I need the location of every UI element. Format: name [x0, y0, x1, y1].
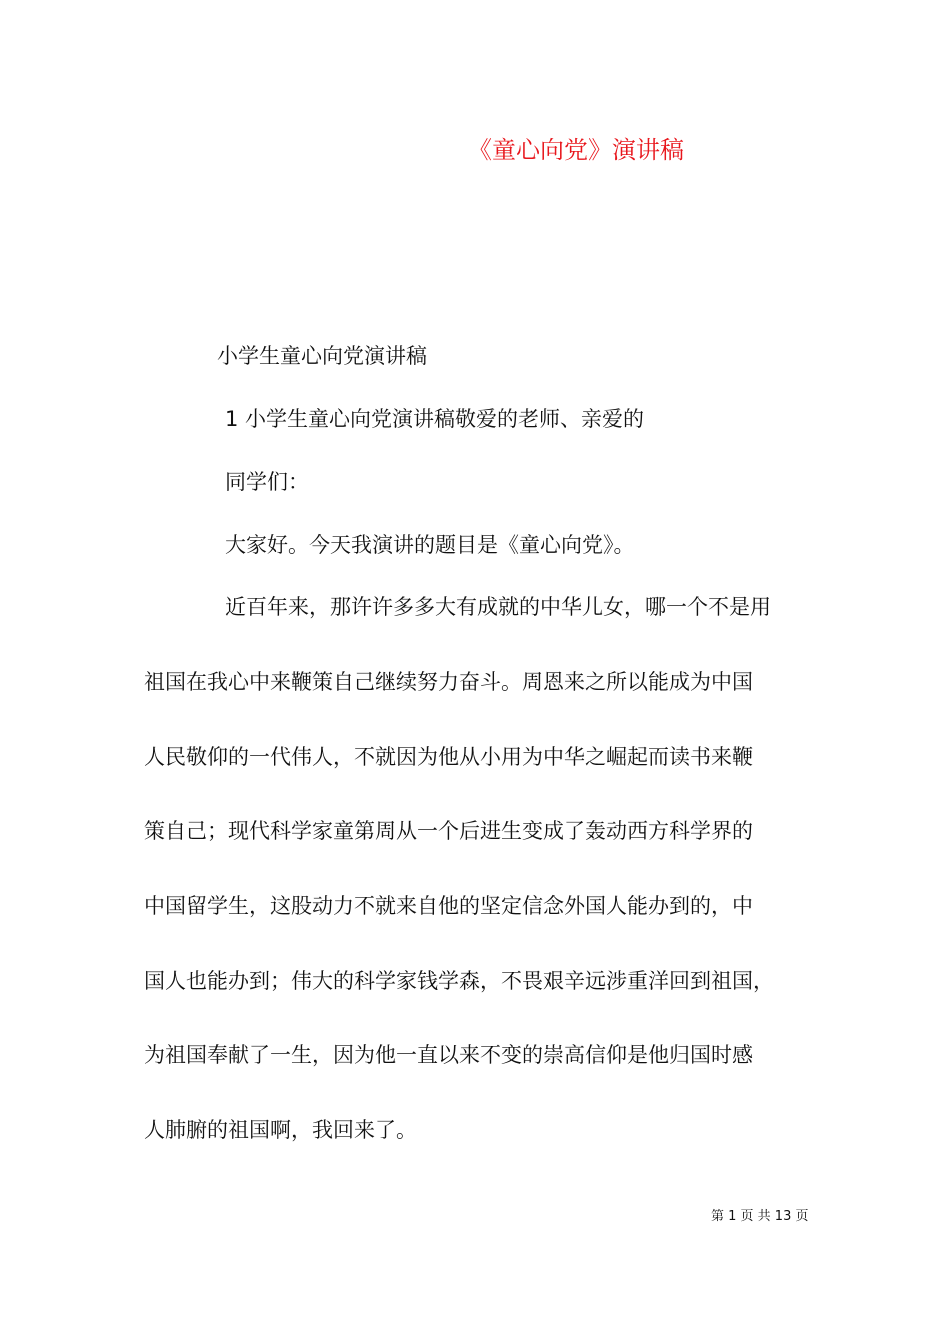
- page-number: 第 1 页 共 13 页: [711, 1209, 809, 1224]
- paragraph-line: 1 小学生童心向党演讲稿敬爱的老师、亲爱的: [225, 407, 645, 431]
- paragraph-line: 国人也能办到；伟大的科学家钱学森，不畏艰辛远涉重洋回到祖国，: [144, 969, 774, 993]
- paragraph-line: 祖国在我心中来鞭策自己继续努力奋斗。周恩来之所以能成为中国: [144, 670, 753, 694]
- paragraph-line: 为祖国奉献了一生，因为他一直以来不变的崇高信仰是他归国时感: [144, 1043, 753, 1067]
- paragraph-line: 人肺腑的祖国啊，我回来了。: [144, 1118, 417, 1142]
- paragraph-line: 大家好。今天我演讲的题目是《童心向党》。: [225, 533, 635, 557]
- paragraph-line: 同学们：: [225, 470, 309, 494]
- paragraph-line: 策自己；现代科学家童第周从一个后进生变成了轰动西方科学界的: [144, 819, 753, 843]
- paragraph-line: 人民敬仰的一代伟人，不就因为他从小用为中华之崛起而读书来鞭: [144, 745, 753, 769]
- document-title: 《童心向党》演讲稿: [468, 136, 684, 164]
- document-subtitle: 小学生童心向党演讲稿: [217, 344, 427, 368]
- paragraph-line: 近百年来，那许许多多大有成就的中华儿女，哪一个不是用: [225, 595, 771, 619]
- paragraph-line: 中国留学生，这股动力不就来自他的坚定信念外国人能办到的，中: [144, 894, 753, 918]
